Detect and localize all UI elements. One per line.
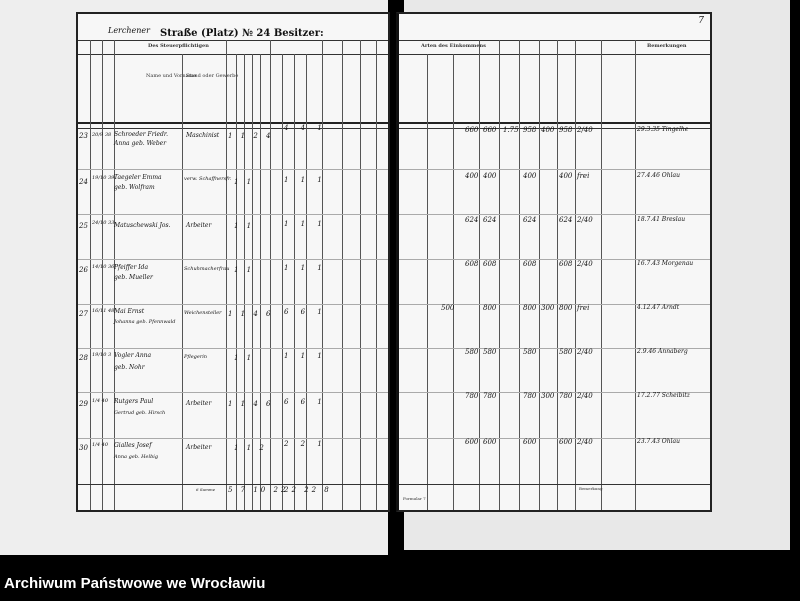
- ledger-right-page: 7 Arten des Einkommens Bemerkungen 660 660 1.75 958 400 958 2/40 29.3.35 Tingelhe 400 400 400 400 frei 27.4.46 Ohlau 624 624 624 624 2/40 18.7.41 Breslau 608 608 608 608 2/40 16.7.43 Morgenau 500 800 800 300 800 frei 4.12.47 Arndt 580 580 580 580 2/40 2.9.46 Annaberg 780 780 780 300 780 2/40 17.2.77 Scheibitz 600 600 600 600 2/40 23.7.43 Ohlau Formular 7 Bemerkung: [396, 12, 712, 512]
- archive-footer-bar: [0, 567, 800, 601]
- totals-label: 6 Summe: [196, 487, 216, 492]
- footer-remark-label: Bemerkung: [579, 486, 603, 491]
- totals-values-persons: 22 22 8: [284, 486, 332, 494]
- street-name-handwritten: Lerchener: [108, 26, 150, 35]
- col-header-status: Stand oder Gewerbe: [186, 73, 239, 79]
- form-number: Formular 7: [403, 496, 426, 501]
- ledger-header-title: Straße (Platz) № 24 Besitzer:: [160, 28, 324, 39]
- col-header-assessment: Arten des Einkommens: [421, 43, 486, 49]
- totals-values: 5 7 10 22: [228, 486, 289, 494]
- page-number: 7: [698, 16, 704, 26]
- ledger-left-page: Lerchener Straße (Platz) № 24 Besitzer: Des Steuerpflichtigen Name und Vorname Stand oder Gewerbe 23 20/9 38 Schroeder Friedr. Anna geb. Weber Maschinist 1 1 2 4 4 4 1 24 19/10 39 Taegeler Emma geb. Wolfram verw. Schaffnersfr. 1 1 1 1 1 25 24/10 33 Matuschewski Jos. Arbeiter 1 1 1 1 1 26 14/10 36 Pfeiffer Ida geb. Mueller Schuhmacherfrau 1 1 1 1 1 27 16/11 48 Mai Ernst Johanna geb. Pfennwald Weichensteller 1 1 4 6 6 6 1 28 19/10 3 Vogler Anna geb. Nohr Pflegerin 1 1 1 1 1 29 1/4 40 Rutgers Paul Gertrud geb. Hirsch Arbeiter 1 1 4 6 6 6 1 30 1/4 40 Gialles Josef Anna geb. Helbig Arbeiter 1 1 2 2 2 1 6 Summe 5 7 10 22 22 22 8: [76, 12, 390, 512]
- archive-name-caption: Archiwum Państwowe we Wrocławiu: [4, 575, 266, 592]
- col-header-name: Name und Vorname: [146, 73, 197, 79]
- col-header-remarks: Bemerkungen: [647, 43, 687, 49]
